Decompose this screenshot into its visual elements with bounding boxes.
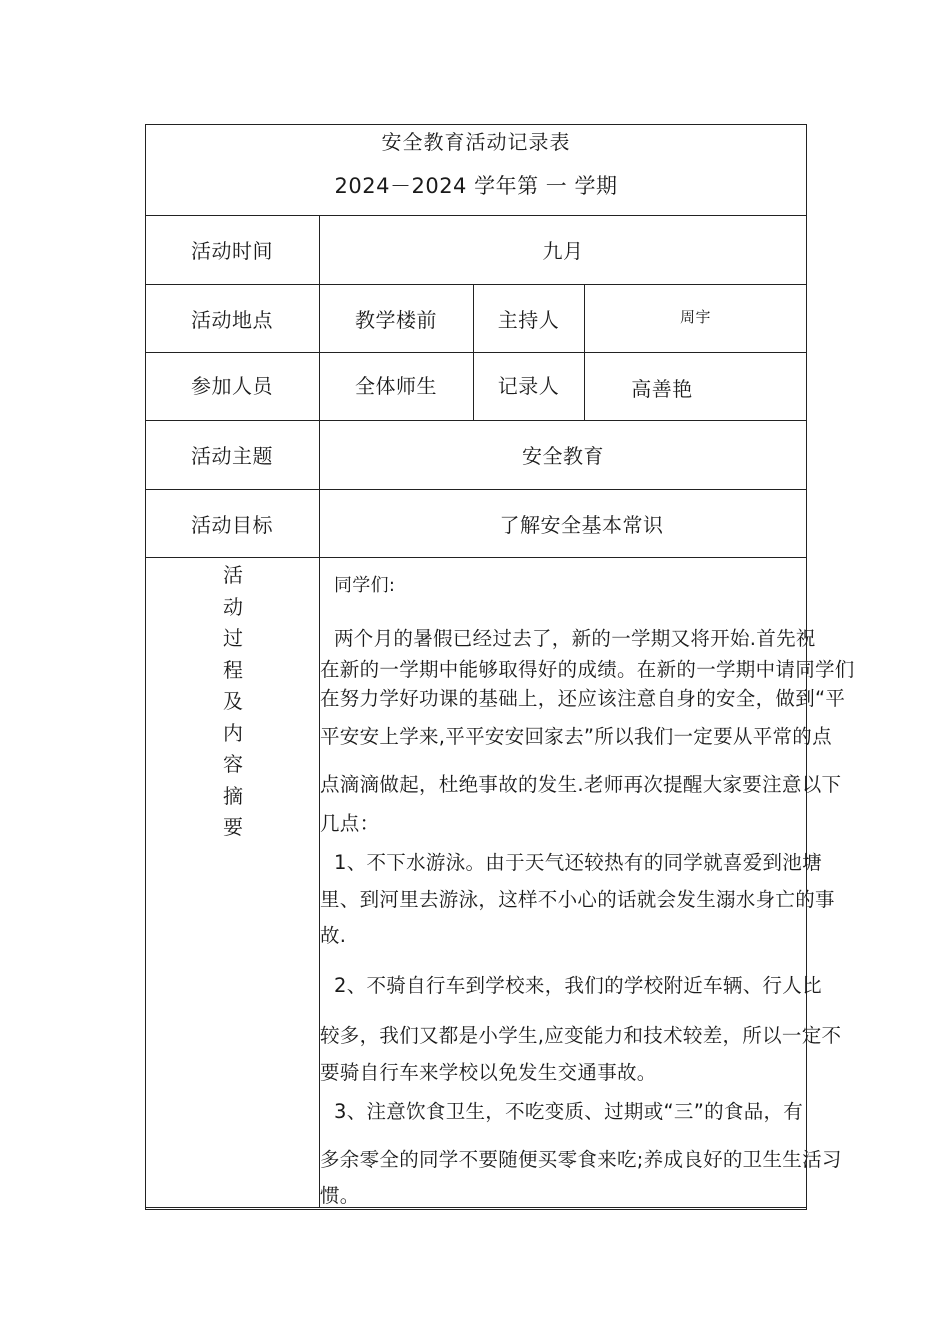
- process-label-char: 及: [223, 689, 243, 713]
- recorder-label: 记录人: [497, 373, 560, 398]
- text-line: 多余零全的同学不要随便买零食来吃;养成良好的卫生生活习: [320, 1148, 842, 1171]
- place-value: 教学楼前: [355, 307, 437, 332]
- text-line: 惯。: [320, 1184, 360, 1207]
- process-label: [213, 560, 253, 844]
- term-label: 2024－2024 学年第 一 学期: [334, 174, 618, 198]
- text-line: 里、到河里去游泳，这样不小心的话就会发生溺水身亡的事: [320, 888, 835, 911]
- text-line: 在努力学好功课的基础上，还应该注意自身的安全，做到“平: [320, 687, 846, 710]
- time-value: 九月: [542, 239, 584, 263]
- theme-value: 安全教育: [522, 444, 604, 468]
- process-label-char: 过: [223, 626, 243, 650]
- process-label-char: 程: [223, 657, 243, 682]
- host-value: 周宇: [679, 307, 711, 326]
- text-line: 在新的一学期中能够取得好的成绩。在新的一学期中请同学们: [320, 658, 855, 681]
- goal-label: 活动目标: [191, 512, 273, 537]
- process-label-char: 内: [223, 720, 243, 745]
- table-bottom-rule: [145, 1207, 807, 1208]
- text-line: 2、不骑自行车到学校来，我们的学校附近车辆、行人比: [334, 974, 822, 997]
- process-label-char: 摘: [223, 783, 243, 808]
- text-line: 3、注意饮食卫生，不吃变质、过期或“三”的食品，有: [334, 1100, 804, 1123]
- row-divider: [145, 557, 807, 558]
- text-line: 故.: [320, 924, 347, 947]
- recorder-value: 高善艳: [631, 376, 693, 401]
- table-title: 安全教育活动记录表: [381, 130, 571, 154]
- text-line: 1、不下水游泳。由于天气还较热有的同学就喜爱到池塘: [334, 851, 822, 874]
- participants-label: 参加人员: [191, 373, 273, 398]
- place-label: 活动地点: [191, 307, 273, 332]
- text-line: 平安安上学来,平平安安回家去”所以我们一定要从平常的点: [320, 725, 832, 748]
- time-label: 活动时间: [191, 239, 273, 263]
- text-line: 较多，我们又都是小学生,应变能力和技术较差，所以一定不: [320, 1024, 842, 1047]
- text-line: 点滴滴做起，杜绝事故的发生.老师再次提醒大家要注意以下: [320, 773, 842, 796]
- host-label: 主持人: [497, 307, 560, 332]
- text-line: 同学们:: [334, 575, 396, 596]
- goal-value: 了解安全基本常识: [499, 512, 664, 537]
- process-label-char: 容: [223, 752, 243, 776]
- text-line: 几点：: [320, 812, 380, 835]
- process-label-char: 动: [223, 594, 243, 619]
- process-label-char: 活: [223, 563, 243, 587]
- process-label-char: 要: [223, 815, 243, 839]
- participants-value: 全体师生: [355, 373, 437, 398]
- text-line: 要骑自行车来学校以免发生交通事故。: [320, 1061, 657, 1084]
- text-line: 两个月的暑假已经过去了，新的一学期又将开始.首先祝: [334, 627, 816, 650]
- theme-label: 活动主题: [191, 444, 273, 468]
